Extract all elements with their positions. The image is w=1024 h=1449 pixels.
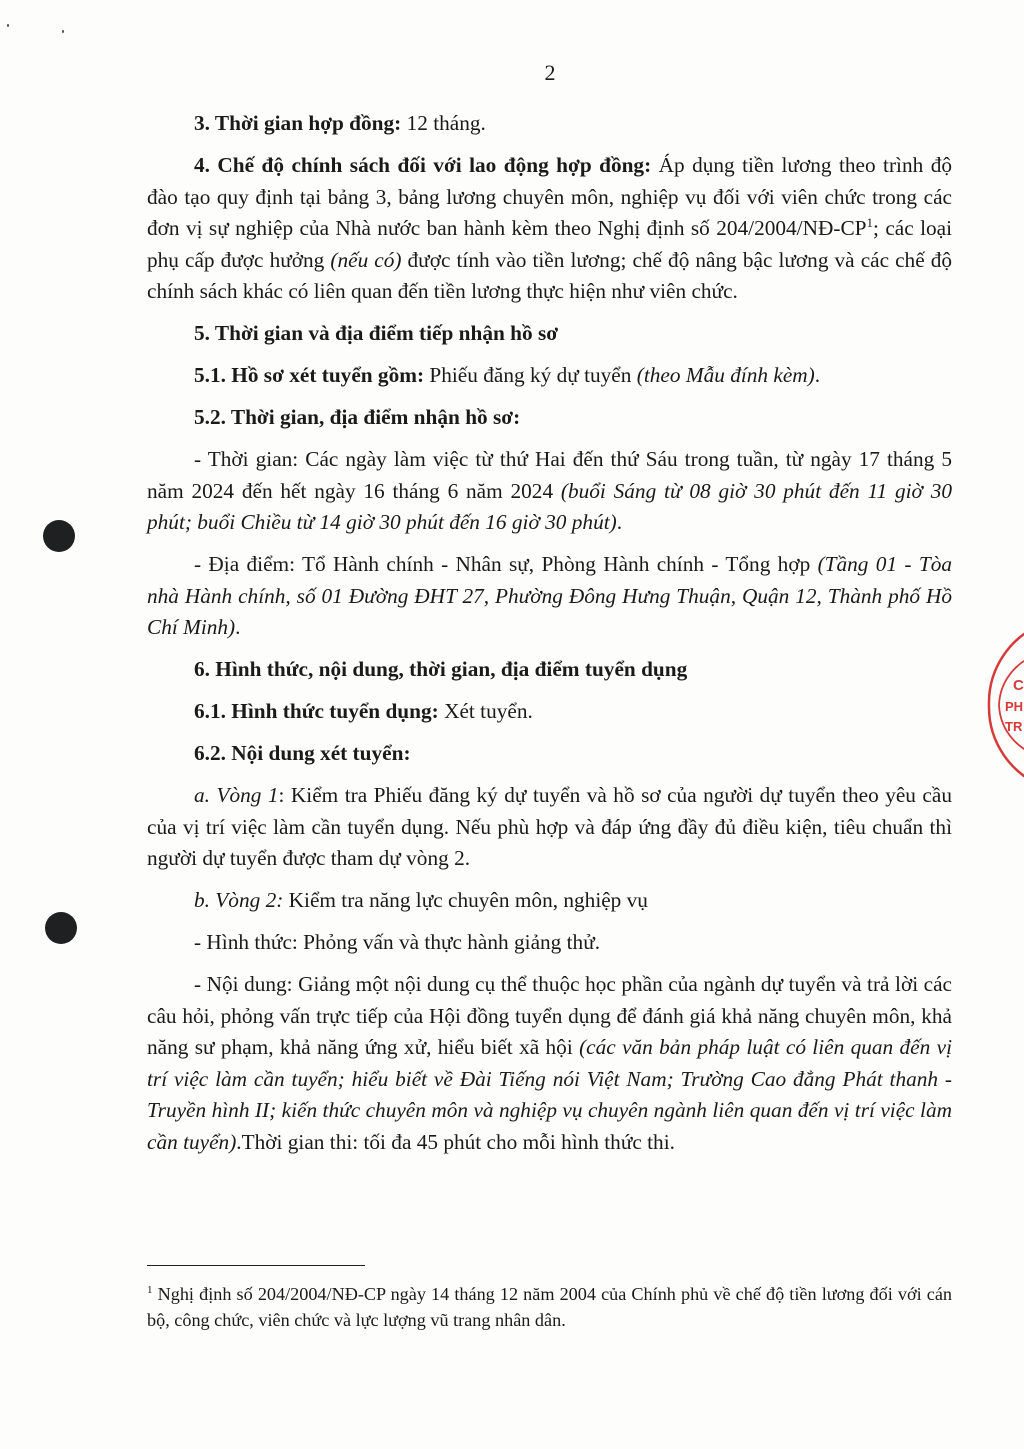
punch-hole-top: [43, 520, 75, 552]
place-item: [147, 549, 952, 644]
scan-speck: [62, 30, 64, 33]
section-4-text-a: Áp dụng tiền lương theo trình độ đào tạo quy định tại bảng 3, bảng lương chuyên môn, nghiệp vụ đối với viên chức trong các đơn vị sự nghiệp của Nhà nước ban hành kèm theo Nghị định số 204/2004/NĐ-CP: [147, 153, 953, 240]
time-item: [147, 444, 952, 539]
section-5-1-label: 5.1. Hồ sơ xét tuyển gồm:: [194, 363, 425, 387]
section-5-1: [147, 360, 952, 392]
section-5-1-italic: (theo Mẫu đính kèm): [636, 363, 815, 387]
red-seal-stamp: [985, 615, 1024, 795]
section-4-text-b: ; các loại phụ cấp được hưởng: [147, 216, 953, 272]
section-6-1-label: 6.1. Hình thức tuyển dụng:: [194, 699, 439, 723]
punch-hole-bottom: [45, 912, 77, 944]
section-6-1-text: Xét tuyển.: [438, 699, 533, 723]
section-5-1-text: Phiếu đăng ký dự tuyển: [424, 363, 637, 387]
footnote: [147, 1281, 952, 1333]
form-item: - Hình thức: Phỏng vấn và thực hành giảng thử.: [194, 930, 601, 954]
svg-text:PH: PH: [1005, 699, 1024, 714]
section-5-1-end: .: [814, 363, 821, 387]
section-4: [147, 150, 952, 308]
round-1-label: a. Vòng 1: [194, 783, 279, 807]
scan-speck: [7, 24, 9, 27]
round-1: [147, 780, 952, 875]
document-body: [147, 108, 952, 1169]
section-6-2-heading: 6.2. Nội dung xét tuyển:: [194, 741, 411, 765]
section-3-label: 3. Thời gian hợp đồng:: [194, 111, 402, 135]
place-item-italic: (Tầng 01 - Tòa nhà Hành chính, số 01 Đường ĐHT 27, Phường Đông Hưng Thuận, Quận 12, Thành phố Hồ Chí Minh): [147, 552, 952, 639]
time-item-text: - Thời gian: Các ngày làm việc từ thứ Hai đến thứ Sáu trong tuần, từ ngày 17 tháng 5 năm 2024 đến hết ngày 16 tháng 6 năm 2024: [147, 447, 952, 503]
content-item: [147, 969, 952, 1158]
svg-text:C: C: [1013, 677, 1024, 694]
svg-text:TR: TR: [1005, 719, 1023, 734]
round-2-text: Kiểm tra năng lực chuyên môn, nghiệp vụ: [283, 888, 648, 912]
section-3-text: 12 tháng.: [401, 111, 486, 135]
round-2: [147, 885, 952, 917]
section-3: [147, 108, 952, 140]
place-item-end: .: [235, 615, 241, 639]
section-6-1: [147, 696, 952, 728]
section-4-text-c: được tính vào tiền lương; chế độ nâng bậc lương và các chế độ chính sách khác có liên quan đến tiền lương thực hiện như viên chức.: [147, 247, 953, 303]
content-item-end: .Thời gian thi: tối đa 45 phút cho mỗi hình thức thi.: [236, 1129, 675, 1154]
round-2-label: b. Vòng 2:: [194, 888, 284, 912]
footnote-divider: [147, 1265, 365, 1266]
section-4-label: 4. Chế độ chính sách đối với lao động hợp đồng:: [194, 153, 652, 177]
time-item-italic: (buổi Sáng từ 08 giờ 30 phút đến 11 giờ 30 phút; buổi Chiều từ 14 giờ 30 phút đến 16 giờ 30 phút): [147, 478, 952, 534]
footnote-ref: 1: [866, 214, 874, 230]
seal-graphic: [985, 615, 1024, 795]
page-number: 2: [544, 60, 556, 85]
content-item-text: - Nội dung: Giảng một nội dung cụ thể thuộc học phần của ngành dự tuyển và trả lời các câu hỏi, phỏng vấn trực tiếp của Hội đồng tuyển dụng để đánh giá khả năng chuyên môn, khả năng sư phạm, khả năng ứng xử, hiểu biết xã hội: [147, 972, 952, 1059]
footnote-text: Nghị định số 204/2004/NĐ-CP ngày 14 tháng 12 năm 2004 của Chính phủ về chế độ tiền lương đối với cán bộ, công chức, viên chức và lực lượng vũ trang nhân dân.: [147, 1284, 952, 1330]
content-item-italic: (các văn bản pháp luật có liên quan đến vị trí việc làm cần tuyển; hiểu biết về Đài Tiếng nói Việt Nam; Trường Cao đẳng Phát thanh - Truyền hình II; kiến thức chuyên môn và nghiệp vụ chuyên ngành liên quan đến vị trí việc làm cần tuyển): [147, 1035, 952, 1154]
place-item-text: - Địa điểm: Tổ Hành chính - Nhân sự, Phòng Hành chính - Tổng hợp: [194, 552, 818, 576]
section-5-2-heading: 5.2. Thời gian, địa điểm nhận hồ sơ:: [194, 405, 521, 429]
section-5-heading: 5. Thời gian và địa điểm tiếp nhận hồ sơ: [194, 321, 559, 345]
footnote-number: 1: [147, 1283, 153, 1296]
time-item-end: .: [616, 510, 623, 534]
section-6-heading: 6. Hình thức, nội dung, thời gian, địa điểm tuyển dụng: [194, 657, 688, 681]
section-4-italic: (nếu có): [330, 247, 402, 272]
round-1-text: : Kiểm tra Phiếu đăng ký dự tuyển và hồ sơ của người dự tuyển theo yêu cầu của vị trí việc làm cần tuyển dụng. Nếu phù hợp và đáp ứng đầy đủ điều kiện, tiêu chuẩn thì người dự tuyển được tham dự vòng 2.: [147, 783, 952, 870]
